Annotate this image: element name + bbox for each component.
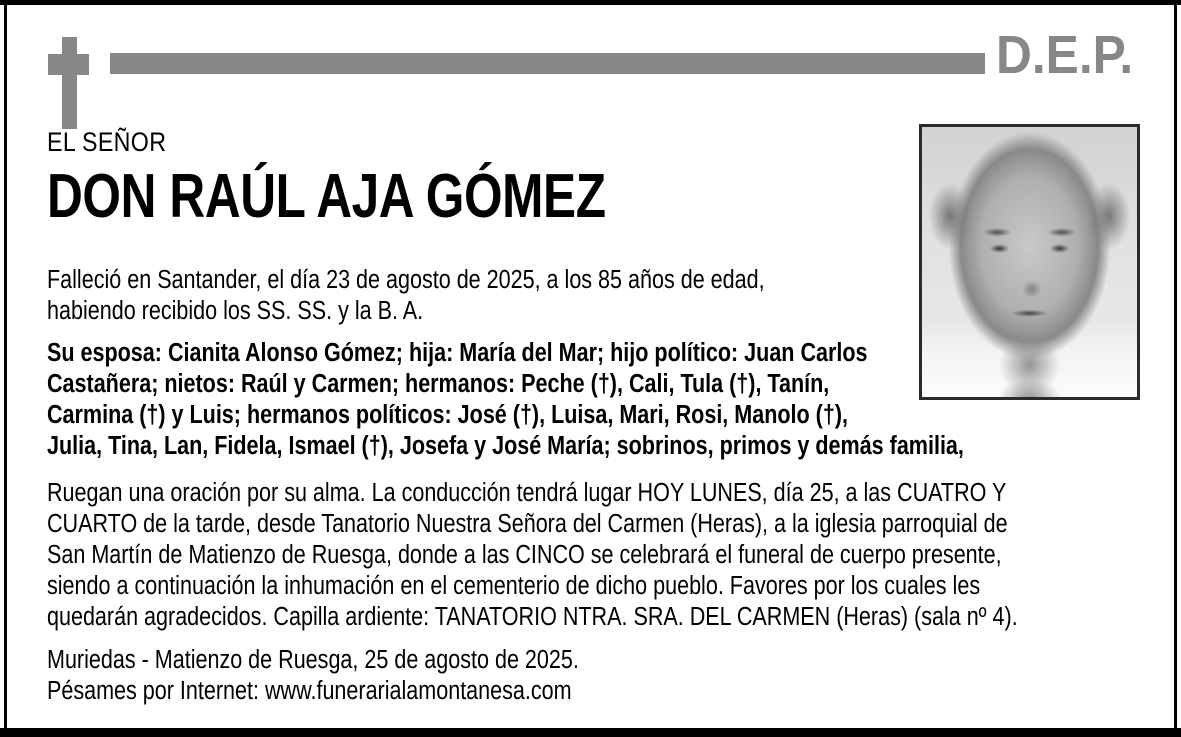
service-line: CUARTO de la tarde, desde Tanatorio Nuestra Señora del Carmen (Heras), a la iglesia parroquial de — [47, 510, 1008, 539]
death-details-paragraph — [47, 265, 977, 327]
family-line: Carmina (†) y Luis; hermanos políticos: José (†), Luisa, Mari, Rosi, Manolo (†), — [47, 401, 848, 430]
service-line: siendo a continuación la inhumación en el cementerio de dicho pueblo. Favores por los cuales les — [47, 572, 981, 601]
bottom-border-rule — [0, 728, 1181, 737]
cross-horizontal-bar — [48, 54, 89, 75]
notice-heading-block — [47, 127, 897, 232]
service-line: quedarán agradecidos. Capilla ardiente: TANATORIO NTRA. SRA. DEL CARMEN (Heras) (sala nº 4). — [47, 603, 1018, 632]
page-title: DON RAÚL AJA GÓMEZ — [47, 162, 606, 232]
portrait-photo — [919, 124, 1140, 400]
dep-label: D.E.P. — [996, 25, 1134, 85]
condolences-url-line: Pésames por Internet: www.funerarialamontanesa.com — [47, 677, 572, 706]
family-line: Su esposa: Cianita Alonso Gómez; hija: María del Mar; hijo político: Juan Carlos — [47, 339, 868, 367]
portrait-photo-image — [922, 127, 1137, 397]
family-line: Castañera; nietos: Raúl y Carmen; hermanos: Peche (†), Cali, Tula (†), Tanín, — [47, 370, 830, 399]
family-line: Julia, Tina, Lan, Fidela, Ismael (†), Josefa y José María; sobrinos, primos y demás familia, — [47, 432, 964, 461]
notice-header — [0, 0, 1181, 120]
death-line: Falleció en Santander, el día 23 de agosto de 2025, a los 85 años de edad, — [47, 266, 765, 294]
surviving-family-paragraph — [47, 338, 977, 462]
header-divider-bar — [110, 53, 985, 74]
place-date-line: Muriedas - Matienzo de Ruesga, 25 de agosto de 2025. — [47, 646, 579, 674]
latin-cross-icon — [48, 37, 89, 129]
service-line: Ruegan una oración por su alma. La conducción tendrá lugar HOY LUNES, día 25, a las CUATRO Y — [47, 479, 1007, 507]
footer-paragraph — [47, 645, 977, 707]
cross-vertical-bar — [62, 37, 77, 129]
death-line: habiendo recibido los SS. SS. y la B. A. — [47, 297, 424, 326]
service-details-paragraph — [47, 478, 1018, 634]
service-line: San Martín de Matienzo de Ruesga, donde a las CINCO se celebrará el funeral de cuerpo presente, — [47, 541, 1002, 570]
honorific-label: EL SEÑOR — [47, 127, 167, 157]
